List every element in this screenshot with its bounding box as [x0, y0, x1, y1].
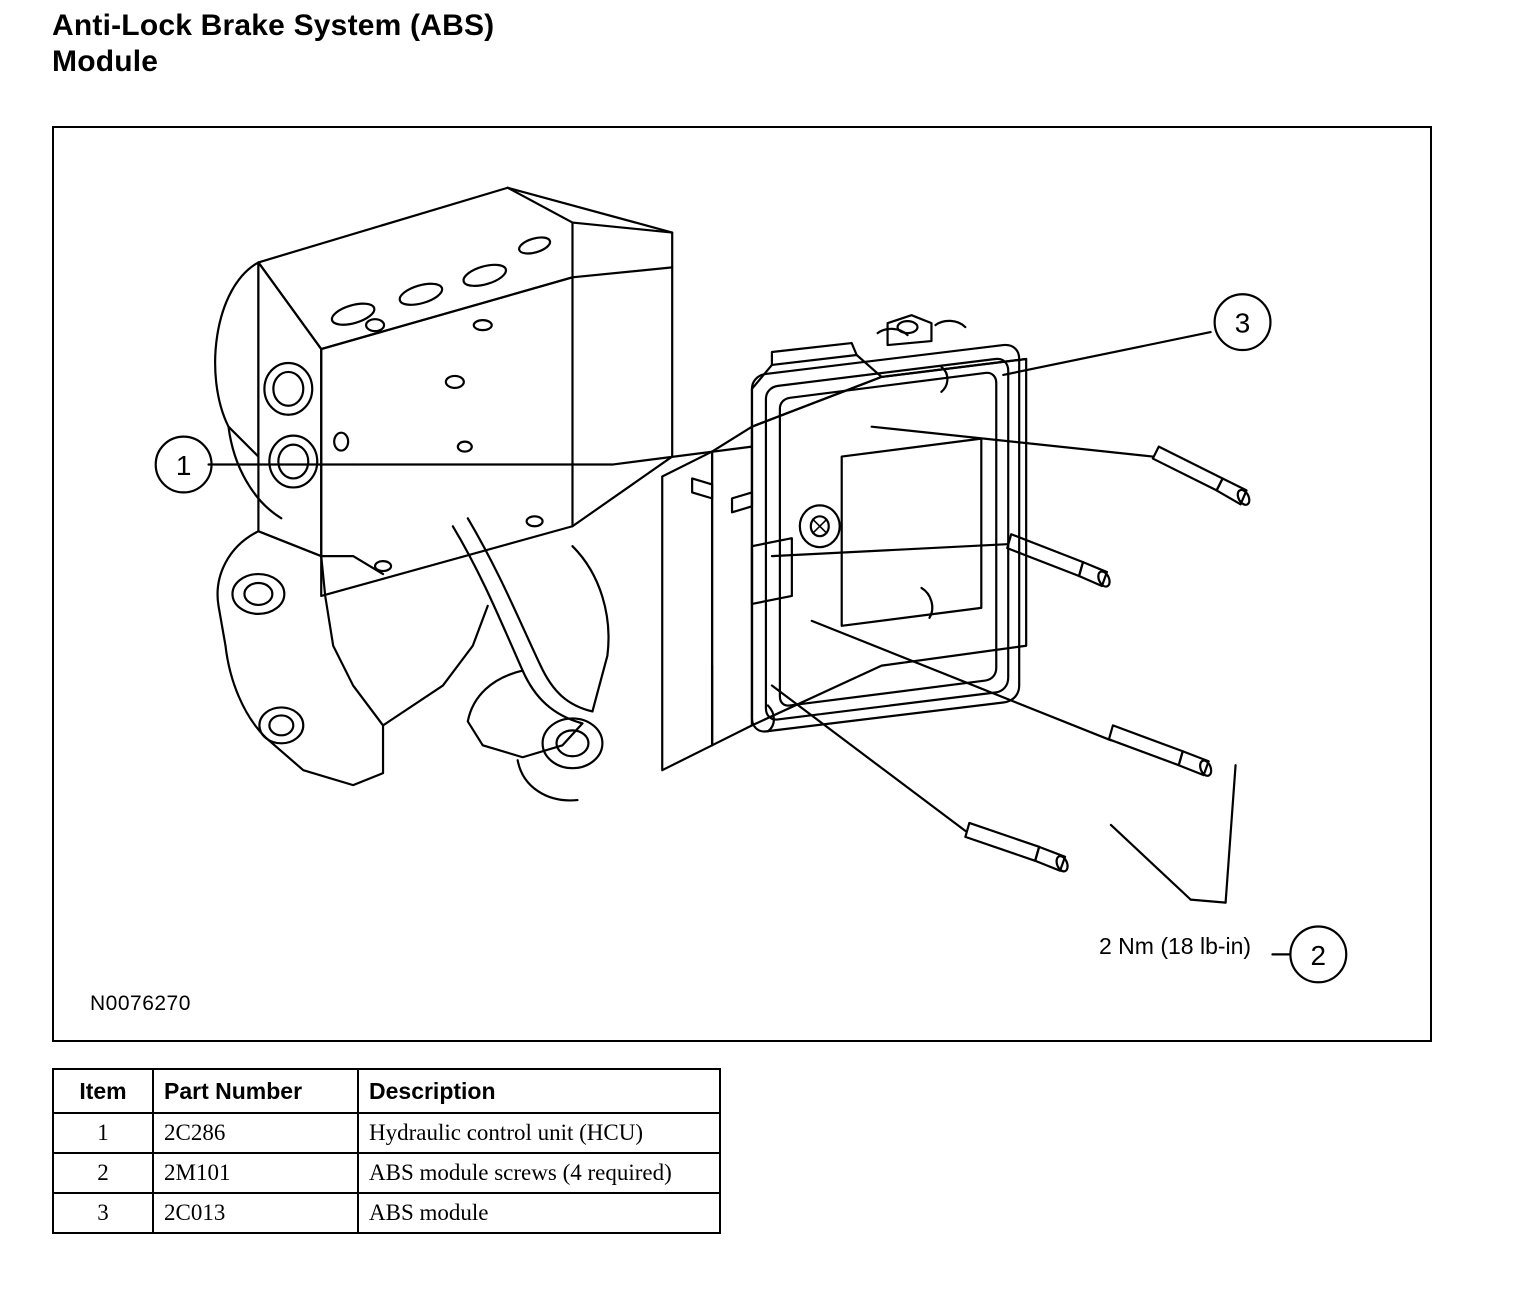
bracket-hole-1-inner — [244, 583, 272, 605]
screw-3 — [1109, 725, 1213, 777]
hcu-dimple-2 — [446, 376, 464, 388]
bracket-upper-edge — [321, 556, 383, 574]
bracket-lug-right — [543, 718, 603, 768]
figure-id-label: N0076270 — [90, 992, 191, 1015]
table-header-item: Item — [53, 1069, 153, 1113]
hcu-port-hole-1 — [330, 300, 377, 329]
table-header-row — [53, 1069, 720, 1113]
abs-module-body-top — [752, 359, 1026, 725]
leader-line-screw-1 — [872, 427, 1153, 457]
table-cell-part-number: 2M101 — [153, 1153, 358, 1193]
hcu-nose — [215, 262, 258, 456]
bracket-shoulder — [572, 546, 608, 711]
table-header-part-number: Part Number — [153, 1069, 358, 1113]
screw-2 — [1007, 534, 1112, 588]
leader-line-screw-3 — [812, 621, 1111, 740]
abs-module-case-outline-inner2 — [780, 373, 996, 706]
leader-line-1c — [612, 447, 752, 465]
abs-module-notch-top-1 — [935, 321, 965, 327]
abs-module-tab-upper-2 — [732, 492, 752, 512]
hcu-front-port-1 — [264, 363, 312, 415]
abs-module-tab-upper — [692, 478, 712, 498]
abs-module-side-pocket — [752, 538, 792, 604]
hcu-port-hole-4 — [517, 234, 552, 256]
bracket-hole-2-inner — [269, 715, 293, 735]
abs-module-rear-body — [712, 427, 752, 746]
table-row — [53, 1113, 720, 1153]
abs-module-inner-panel — [842, 439, 982, 626]
abs-module-connector-lip — [772, 343, 857, 365]
leader-line-2b — [1226, 765, 1236, 902]
table-row — [53, 1153, 720, 1193]
abs-module-exploded-diagram — [54, 128, 1430, 1040]
table-row — [53, 1193, 720, 1233]
leader-line-2a — [1111, 825, 1191, 900]
screw-4 — [965, 823, 1069, 873]
hcu-nose-lower — [228, 427, 281, 519]
hcu-front-face — [321, 277, 572, 596]
abs-module-notch-2 — [921, 588, 932, 618]
leader-line-3 — [1003, 332, 1210, 375]
table-cell-part-number: 2C286 — [153, 1113, 358, 1153]
hcu-top-face — [258, 188, 572, 349]
hcu-dimple-3 — [458, 442, 472, 452]
hcu-small-hole-top — [474, 320, 492, 330]
torque-specification: 2 Nm (18 lb-in) — [1099, 933, 1252, 959]
bracket-arm-upper — [453, 526, 583, 723]
table-cell-item: 3 — [53, 1193, 153, 1233]
hcu-port-hole-2 — [397, 280, 444, 309]
page-title-line-1: Anti-Lock Brake System (ABS) — [52, 9, 495, 42]
page-title-line-2: Module — [52, 45, 159, 78]
hcu-bracket-left — [218, 531, 383, 785]
table-cell-description: Hydraulic control unit (HCU) — [358, 1113, 720, 1153]
abs-module-top-bracket-hole — [898, 321, 918, 333]
bracket-hole-1 — [232, 574, 284, 614]
abs-module-rear-flange — [662, 452, 712, 771]
hcu-front-port-2 — [269, 436, 317, 488]
hcu-front-left-face — [258, 262, 321, 556]
parts-table — [52, 1068, 721, 1234]
hcu-right-face — [572, 267, 672, 526]
hcu-front-small-port — [334, 433, 348, 451]
bracket-knuckle — [468, 671, 583, 758]
screw-1 — [1153, 447, 1252, 507]
figure-panel — [52, 126, 1432, 1042]
hcu-port-hole-3 — [461, 261, 508, 290]
table-cell-item: 2 — [53, 1153, 153, 1193]
abs-module-boss-cross — [813, 519, 827, 533]
bracket-lug-underside — [518, 760, 578, 800]
table-cell-item: 1 — [53, 1113, 153, 1153]
table-cell-description: ABS module screws (4 required) — [358, 1153, 720, 1193]
leader-line-2-join — [1191, 900, 1226, 903]
hcu-dimple-4 — [527, 516, 543, 526]
callout-number-1: 1 — [175, 450, 192, 482]
table-cell-part-number: 2C013 — [153, 1193, 358, 1233]
table-cell-description: ABS module — [358, 1193, 720, 1233]
bracket-hole-2 — [259, 707, 303, 743]
leader-line-screw-2 — [772, 544, 1007, 556]
table-header-description: Description — [358, 1069, 720, 1113]
leader-line-module-mid — [752, 596, 1011, 606]
callout-number-2: 2 — [1310, 939, 1327, 971]
page-title — [52, 8, 952, 80]
hcu-front-port-2-inner — [278, 445, 308, 479]
callout-number-3: 3 — [1234, 307, 1251, 339]
abs-module-top-bracket — [888, 315, 932, 345]
hcu-front-port-1-inner — [273, 372, 303, 406]
hcu-dimple-1 — [366, 319, 384, 331]
